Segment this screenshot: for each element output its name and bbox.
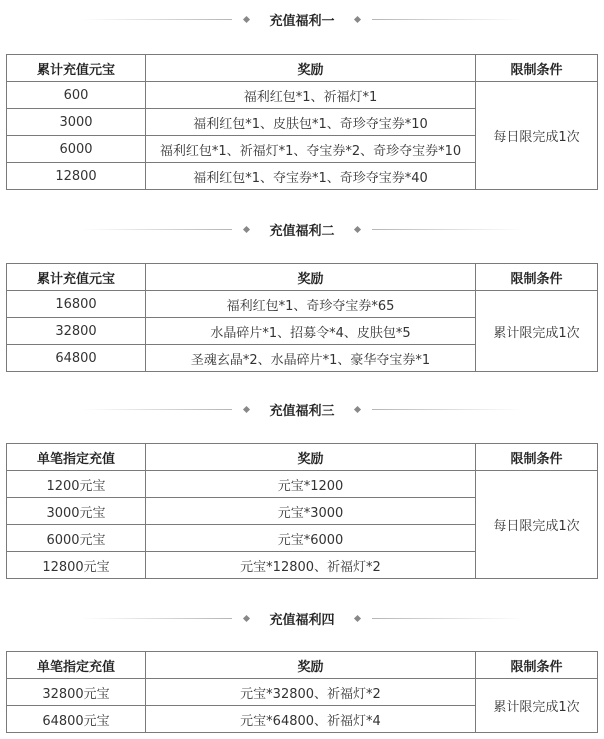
reward-cell: 元宝*3000	[146, 498, 476, 525]
diamond-icon	[243, 15, 250, 22]
condition-cell: 每日限完成1次	[476, 471, 598, 579]
header-amount: 单笔指定充值	[7, 444, 146, 471]
table-header-row	[7, 55, 598, 82]
diamond-icon	[243, 405, 250, 412]
reward-cell: 福利红包*1、奇珍夺宝券*65	[146, 291, 476, 318]
reward-cell: 元宝*12800、祈福灯*2	[146, 552, 476, 579]
reward-cell: 福利红包*1、祈福灯*1	[146, 82, 476, 109]
header-reward: 奖励	[146, 444, 476, 471]
amount-cell: 16800	[7, 291, 146, 318]
amount-cell: 600	[7, 82, 146, 109]
reward-table-3	[6, 443, 598, 579]
title-line-right	[372, 409, 522, 410]
table-row	[7, 82, 598, 109]
reward-cell: 福利红包*1、皮肤包*1、奇珍夺宝券*10	[146, 109, 476, 136]
header-condition: 限制条件	[476, 444, 598, 471]
section-1-title	[0, 9, 604, 29]
amount-cell: 3000	[7, 109, 146, 136]
reward-table-4	[6, 651, 598, 733]
diamond-icon	[353, 614, 360, 621]
amount-cell: 6000元宝	[7, 525, 146, 552]
condition-cell: 每日限完成1次	[476, 82, 598, 190]
amount-cell: 32800元宝	[7, 679, 146, 706]
reward-table-2	[6, 263, 598, 372]
reward-cell: 元宝*64800、祈福灯*4	[146, 706, 476, 733]
diamond-icon	[353, 15, 360, 22]
section-2-title	[0, 219, 604, 239]
amount-cell: 6000	[7, 136, 146, 163]
title-line-right	[372, 618, 522, 619]
title-line-left	[82, 409, 232, 410]
amount-cell: 12800元宝	[7, 552, 146, 579]
header-condition: 限制条件	[476, 652, 598, 679]
amount-cell: 64800元宝	[7, 706, 146, 733]
header-reward: 奖励	[146, 652, 476, 679]
reward-table-1	[6, 54, 598, 190]
header-amount: 单笔指定充值	[7, 652, 146, 679]
header-amount: 累计充值元宝	[7, 264, 146, 291]
amount-cell: 12800	[7, 163, 146, 190]
table-header-row	[7, 444, 598, 471]
diamond-icon	[353, 405, 360, 412]
reward-cell: 福利红包*1、夺宝券*1、奇珍夺宝券*40	[146, 163, 476, 190]
reward-cell: 水晶碎片*1、招募令*4、皮肤包*5	[146, 318, 476, 345]
diamond-icon	[243, 614, 250, 621]
section-title-text: 充值福利四	[269, 612, 335, 628]
header-condition: 限制条件	[476, 264, 598, 291]
header-condition: 限制条件	[476, 55, 598, 82]
condition-cell: 累计限完成1次	[476, 679, 598, 733]
header-reward: 奖励	[146, 55, 476, 82]
reward-cell: 元宝*32800、祈福灯*2	[146, 679, 476, 706]
amount-cell: 1200元宝	[7, 471, 146, 498]
table-header-row	[7, 652, 598, 679]
title-line-left	[82, 618, 232, 619]
diamond-icon	[243, 225, 250, 232]
reward-cell: 元宝*6000	[146, 525, 476, 552]
header-reward: 奖励	[146, 264, 476, 291]
reward-cell: 圣魂玄晶*2、水晶碎片*1、豪华夺宝券*1	[146, 345, 476, 372]
section-4-title	[0, 608, 604, 628]
header-amount: 累计充值元宝	[7, 55, 146, 82]
amount-cell: 32800	[7, 318, 146, 345]
section-title-text: 充值福利一	[269, 13, 335, 29]
table-header-row	[7, 264, 598, 291]
diamond-icon	[353, 225, 360, 232]
title-line-left	[82, 19, 232, 20]
section-title-text: 充值福利二	[269, 223, 335, 239]
title-line-right	[372, 19, 522, 20]
amount-cell: 3000元宝	[7, 498, 146, 525]
reward-cell: 福利红包*1、祈福灯*1、夺宝券*2、奇珍夺宝券*10	[146, 136, 476, 163]
title-line-right	[372, 229, 522, 230]
section-title-text: 充值福利三	[269, 403, 335, 419]
title-line-left	[82, 229, 232, 230]
table-row	[7, 471, 598, 498]
table-row	[7, 679, 598, 706]
section-3-title	[0, 399, 604, 419]
reward-cell: 元宝*1200	[146, 471, 476, 498]
table-row	[7, 291, 598, 318]
condition-cell: 累计限完成1次	[476, 291, 598, 372]
amount-cell: 64800	[7, 345, 146, 372]
